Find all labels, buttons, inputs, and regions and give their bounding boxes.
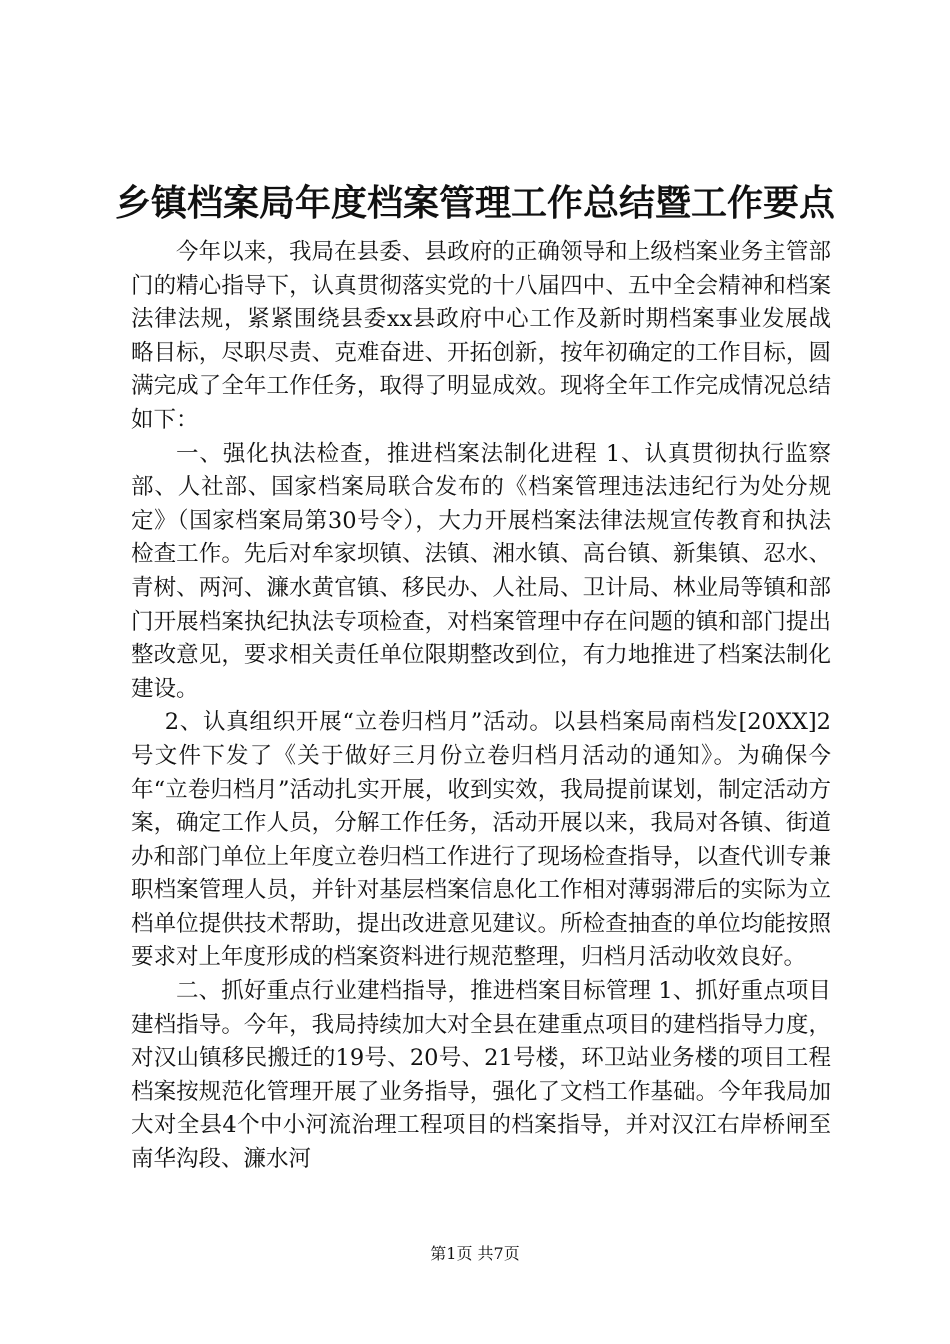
paragraph-section-2: 二、抓好重点行业建档指导，推进档案目标管理 1、抓好重点项目建档指导。今年，我局持续加大对全县在建重点项目的建档指导力度，对汉山镇移民搬迁的19号、20号、21号楼，环卫站业务楼的项目工程档案按规范化管理开展了业务指导，强化了文档工作基础。今年我局加大对全县4个中小河流治理工程项目的档案指导，并对汉江右岸桥闸至南华沟段、濂水河 <box>131 978 831 1173</box>
paragraph-section-1: 一、强化执法检查，推进档案法制化进程 1、认真贯彻执行监察部、人社部、国家档案局联合发布的《档案管理违法违纪行为处分规定》（国家档案局第30号令），大力开展档案法律法规宣传教育和执法检查工作。先后对牟家坝镇、法镇、湘水镇、高台镇、新集镇、忍水、青树、两河、濂水黄官镇、移民办、人社局、卫计局、林业局等镇和部门开展档案执纪执法专项检查，对档案管理中存在问题的镇和部门提出整改意见，要求相关责任单位限期整改到位，有力地推进了档案法制化建设。 <box>131 440 831 702</box>
page-number-footer: 第1页 共7页 <box>430 1244 520 1263</box>
document-body <box>131 236 831 1177</box>
paragraph-intro: 今年以来，我局在县委、县政府的正确领导和上级档案业务主管部门的精心指导下，认真贯彻落实党的十八届四中、五中全会精神和档案法律法规，紧紧围绕县委xx县政府中心工作及新时期档案事业发展战略目标，尽职尽责、克难奋进、开拓创新，按年初确定的工作目标，圆满完成了全年工作任务，取得了明显成效。现将全年工作完成情况总结如下： <box>131 239 831 433</box>
paragraph-section-1-item-2: 2、认真组织开展“立卷归档月”活动。以县档案局南档发[20XX]2号文件下发了《关于做好三月份立卷归档月活动的通知》。为确保今年“立卷归档月”活动扎实开展，收到实效，我局提前谋划，制定活动方案，确定工作人员，分解工作任务，活动开展以来，我局对各镇、街道办和部门单位上年度立卷归档工作进行了现场检查指导，以查代训专兼职档案管理人员，并针对基层档案信息化工作相对薄弱滞后的实际为立档单位提供技术帮助，提出改进意见建议。所检查抽查的单位均能按照要求对上年度形成的档案资料进行规范整理，归档月活动收效良好。 <box>131 709 831 971</box>
document-title: 乡镇档案局年度档案管理工作总结暨工作要点 <box>114 182 835 224</box>
